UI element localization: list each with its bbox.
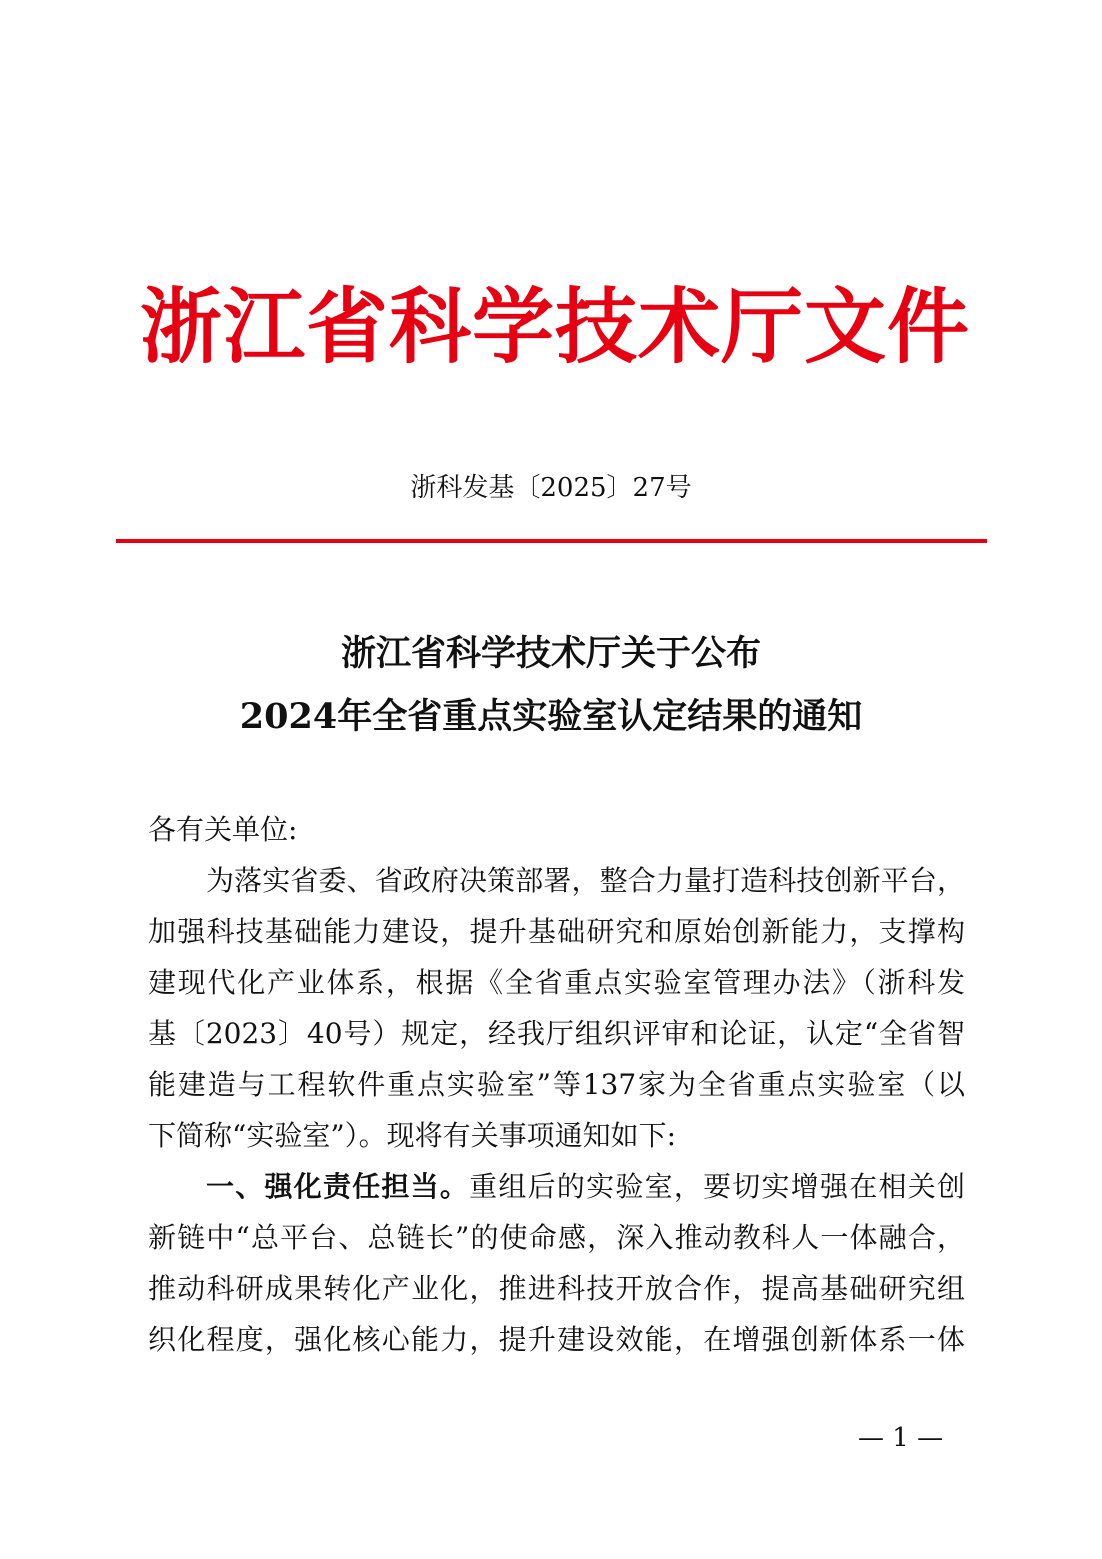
section-1-line: 推动科研成果转化产业化，推进科技开放合作，提高基础研究组: [148, 1272, 965, 1305]
document-body: [148, 804, 965, 1365]
section-1-line: [148, 1161, 965, 1212]
paragraph-line: 建现代化产业体系，根据《全省重点实验室管理办法》（浙科发: [148, 966, 965, 999]
paragraph-line: 为落实省委、省政府决策部署，整合力量打造科技创新平台，: [206, 864, 965, 897]
paragraph-line: 加强科技基础能力建设，提升基础研究和原始创新能力，支撑构: [148, 915, 965, 948]
document-title: [0, 622, 1102, 748]
red-divider-line: [116, 539, 987, 543]
title-line-1: 浙江省科学技术厅关于公布: [340, 633, 761, 674]
title-line-2: 2024年全省重点实验室认定结果的通知: [239, 696, 863, 737]
paragraph-line: 下简称“实验室”）。现将有关事项通知如下:: [148, 1119, 677, 1152]
paragraph-line: 基〔2023〕40号）规定，经我厅组织评审和论证，认定“全省智: [148, 1017, 965, 1050]
document-number: 浙科发基〔2025〕27号: [410, 473, 692, 503]
section-1-heading: 一、强化责任担当。: [206, 1170, 470, 1203]
page-number: — 1 —: [858, 1423, 944, 1453]
section-1-line: 新链中“总平台、总链长”的使命感，深入推动教科人一体融合，: [148, 1221, 965, 1254]
document-masthead: 浙江省科学技术厅文件: [139, 279, 970, 375]
section-1-text: 重组后的实验室，要切实增强在相关创: [469, 1170, 965, 1203]
paragraph-line: 能建造与工程软件重点实验室”等137家为全省重点实验室（以: [148, 1068, 965, 1101]
section-1-line: 织化程度，强化核心能力，提升建设效能，在增强创新体系一体: [148, 1323, 965, 1356]
salutation: 各有关单位:: [148, 813, 298, 846]
